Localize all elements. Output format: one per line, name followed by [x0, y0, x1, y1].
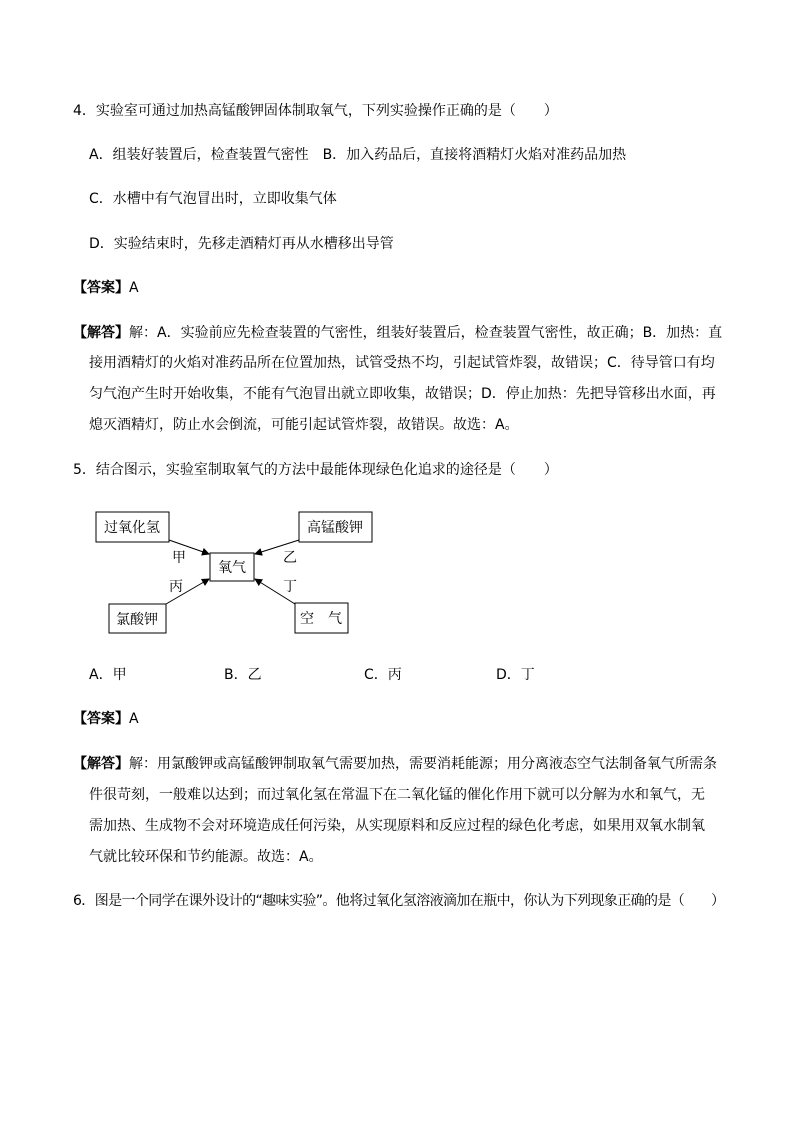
q5-analysis-line4: 气就比较环保和节约能源。故选：A。 — [89, 849, 323, 865]
q5-stem: 5．结合图示，实验室制取氧气的方法中最能体现绿色化追求的途径是（ ） — [73, 462, 558, 478]
q5-analysis-line1 — [73, 755, 717, 773]
analysis-label: 【解答】 — [73, 756, 129, 772]
q4-analysis-line3: 匀气泡产生时开始收集，不能有气泡冒出就立即收集，故错误；D．停止加热：先把导管移出水面，再 — [89, 386, 716, 402]
oxygen-pathway-diagram — [0, 500, 794, 650]
label-bing: 丙 — [169, 579, 183, 595]
box-air-text: 空 气 — [300, 611, 342, 627]
q5-option-b: B．乙 — [224, 667, 262, 683]
q4-analysis-line4: 熄灭酒精灯，防止水会倒流，可能引起试管炸裂，故错误。故选：A。 — [89, 417, 519, 433]
label-jia: 甲 — [172, 550, 186, 566]
answer-value: A — [129, 280, 139, 296]
box-kmno4-text: 高锰酸钾 — [307, 520, 363, 536]
q4-option-c: C．水槽中有气泡冒出时，立即收集气体 — [89, 191, 337, 207]
q5-option-d: D．丁 — [496, 667, 535, 683]
label-yi: 乙 — [283, 550, 297, 566]
q5-answer — [73, 710, 139, 728]
analysis-text: 解：A．实验前应先检查装置的气密性，组装好装置后，检查装置气密性，故正确；B．加热：直 — [129, 325, 723, 341]
q4-analysis-line1 — [73, 324, 722, 342]
box-kclo3-text: 氯酸钾 — [116, 612, 158, 628]
q5-option-a: A．甲 — [89, 667, 127, 683]
q4-stem: 4．实验室可通过加热高锰酸钾固体制取氧气，下列实验操作正确的是（ ） — [73, 103, 558, 119]
q4-option-d: D．实验结束时，先移走酒精灯再从水槽移出导管 — [89, 236, 394, 252]
q5-analysis-line3: 需加热、生成物不会对环境造成任何污染，从实现原料和反应过程的绿色化考虑，如果用双氧水制氧 — [89, 818, 705, 834]
box-h2o2-text: 过氧化氢 — [104, 520, 160, 536]
answer-label: 【答案】 — [73, 280, 129, 296]
analysis-label: 【解答】 — [73, 325, 129, 341]
q4-option-ab: A．组装好装置后，检查装置气密性 B．加入药品后，直接将酒精灯火焰对准药品加热 — [89, 147, 627, 163]
answer-value: A — [129, 711, 139, 727]
label-ding: 丁 — [283, 579, 297, 595]
q4-answer — [73, 279, 139, 297]
answer-label: 【答案】 — [73, 711, 129, 727]
q6-stem: 6．图是一个同学在课外设计的“趣味实验”。他将过氧化氢溶液滴加在瓶中，你认为下列现象正确的是（ ） — [73, 893, 725, 909]
analysis-text: 解：用氯酸钾或高锰酸钾制取氧气需要加热，需要消耗能源；用分离液态空气法制备氧气所需条 — [129, 756, 717, 772]
q5-option-c: C．丙 — [364, 667, 402, 683]
q5-analysis-line2: 件很苛刻，一般难以达到；而过氧化氢在常温下在二氧化锰的催化作用下就可以分解为水和氧气，无 — [89, 787, 705, 803]
box-o2-text: 氧气 — [218, 560, 246, 576]
q4-analysis-line2: 接用酒精灯的火焰对准药品所在位置加热，试管受热不均，引起试管炸裂，故错误；C．待导管口有均 — [89, 355, 715, 371]
